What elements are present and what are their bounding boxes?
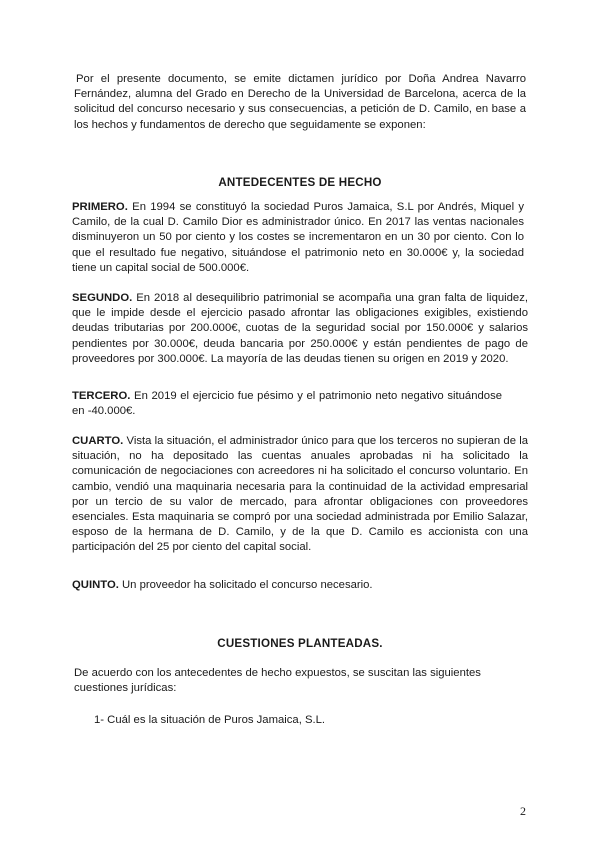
fact-text: En 1994 se constituyó la sociedad Puros Jamaica, S.L por Andrés, Miquel y Camilo, de la cual D. Camilo Dior es administrador único. En 2017 las ventas nacionales disminuyeron un 50 por ciento y los costes se incrementaron en un 30 por ciento. Con lo que el resultado fue negativo, situándose el patrimonio neto en 30.000€ y, la sociedad tiene un capital social de 500.000€. xyxy=(72,201,524,274)
fact-text: Un proveedor ha solicitado el concurso necesario. xyxy=(122,579,373,591)
fact-text: Vista la situación, el administrador único para que los terceros no supieran de la situación, no ha depositado las cuentas anuales aprobadas ni ha solicitado la comunicación de negociaciones con acreedores ni ha solicitado el concurso voluntario. En cambio, vendió una maquinaria necesaria para la continuidad de la actividad empresarial por un tercio de su valor de mercado, para afrontar obligaciones con proveedores esenciales. Esta maquinaria se compró por una sociedad administrada por Emilio Salazar, esposo de la hermana de D. Camilo, y de la que D. Camilo es accionista con una participación del 25 por ciento del capital social. xyxy=(72,435,529,554)
section-heading-antecedentes: ANTEDECENTES DE HECHO xyxy=(218,176,382,189)
fact-label: CUARTO. xyxy=(72,435,124,447)
questions-intro: De acuerdo con los antecedentes de hecho expuestos, se suscitan las siguientes cuestiones jurídicas: xyxy=(74,667,481,695)
fact-tercero xyxy=(72,389,502,419)
fact-label: PRIMERO. xyxy=(72,201,128,213)
section-heading-cuestiones: CUESTIONES PLANTEADAS. xyxy=(217,637,383,650)
fact-quinto xyxy=(72,578,528,593)
fact-text: En 2018 al desequilibrio patrimonial se acompaña una gran falta de liquidez, que le impide desde el ejercicio pasado afrontar las obligaciones exigibles, existiendo deudas tributarias por 200.000€, cuotas de la seguridad social por 150.000€ y salarios pendientes por 30.000€, deuda bancaria por 250.000€ y están pendientes de pago de proveedores por 300.000€. La mayoría de las deudas tienen su origen en 2019 y 2020. xyxy=(72,292,528,365)
question-item: 1- Cuál es la situación de Puros Jamaica, S.L. xyxy=(94,714,326,726)
fact-text: En 2019 el ejercicio fue pésimo y el patrimonio neto negativo situándose en -40.000€. xyxy=(72,390,502,418)
fact-label: SEGUNDO. xyxy=(72,292,133,304)
intro-paragraph: Por el presente documento, se emite dictamen jurídico por Doña Andrea Navarro Fernández, alumna del Grado en Derecho de la Universidad de Barcelona, acerca de la solicitud del concurso necesario y sus consecuencias, a petición de D. Camilo, en base a los hechos y fundamentos de derecho que seguidamente se exponen: xyxy=(74,73,526,131)
fact-cuarto xyxy=(72,434,528,556)
fact-segundo xyxy=(72,291,528,367)
page-number: 2 xyxy=(520,804,526,818)
fact-label: QUINTO. xyxy=(72,579,119,591)
fact-primero xyxy=(72,200,524,276)
fact-label: TERCERO. xyxy=(72,390,131,402)
